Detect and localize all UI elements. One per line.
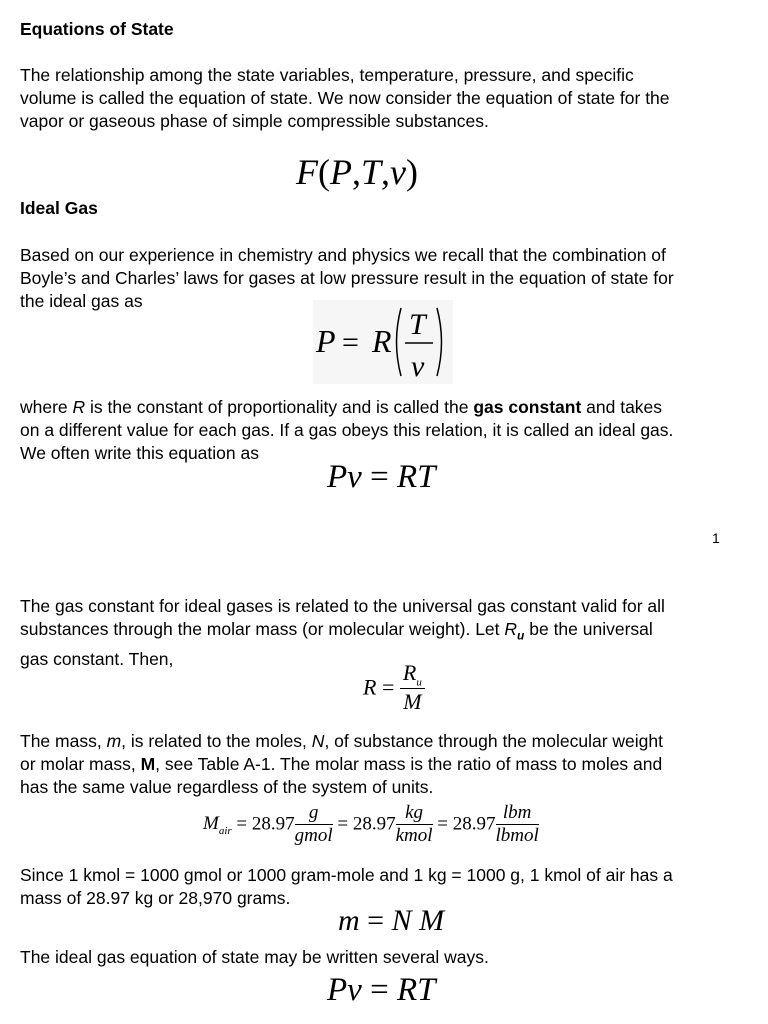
text-span: substances through the molar mass (or molecular weight). Let — [20, 619, 505, 639]
unit-fraction — [396, 802, 433, 847]
gas-constant-paragraph — [20, 595, 665, 671]
ideal-gas-line: Boyle’s and Charles’ laws for gases at low pressure result in the equation of state for — [20, 268, 674, 288]
intro-line: volume is called the equation of state. We now consider the equation of state for the — [20, 88, 670, 108]
fraction-ru-over-m: $\frac{R_u}{M}$ — [400, 660, 425, 715]
molar-mass-value: 28.97 — [352, 813, 396, 835]
mass-paragraph — [20, 730, 663, 799]
page-number: 1 — [712, 530, 720, 546]
unit-numerator: kg — [396, 802, 433, 825]
svg-text:P: P — [316, 323, 336, 359]
equation-pv-rt: Pv = RT — [327, 459, 436, 495]
page-title: Equations of State — [20, 19, 174, 39]
svg-text:=: = — [342, 326, 359, 359]
ways-line: The ideal gas equation of state may be written several ways. — [20, 947, 489, 967]
text-span: The mass, — [20, 731, 107, 751]
text-span: where — [20, 397, 73, 417]
molar-mass-value: 28.97 — [251, 813, 295, 835]
ideal-gas-line: the ideal gas as — [20, 291, 143, 311]
variable-r: R — [72, 397, 86, 417]
equation-m-nm: m = N M — [338, 904, 445, 937]
intro-line: The relationship among the state variables, temperature, pressure, and specific — [20, 65, 634, 85]
text-span: or molar mass, — [20, 754, 141, 774]
gas-constant-line: gas constant. Then, — [20, 648, 174, 669]
ideal-gas-line: Based on our experience in chemistry and physics we recall that the combination of — [20, 245, 666, 265]
text-span: and takes — [581, 397, 663, 417]
where-line: We often write this equation as — [20, 443, 259, 463]
text-span: , is related to the moles, — [121, 731, 312, 751]
text-span: , see Table A-1. The molar mass is the ratio of mass to moles and — [155, 754, 663, 774]
equation-ideal-gas-graphic — [313, 300, 453, 384]
unit-denominator: lbmol — [495, 825, 539, 846]
mass-line: has the same value regardless of the system of units. — [20, 777, 434, 797]
text-span: , of substance through the molecular weight — [324, 731, 663, 751]
equation-pv-rt-2: Pv = RT — [327, 972, 436, 1008]
ideal-gas-heading: Ideal Gas — [20, 198, 98, 218]
mass-line — [20, 753, 663, 776]
unit-numerator: g — [295, 802, 333, 825]
unit-numerator: lbm — [496, 802, 539, 825]
mass-line — [20, 730, 663, 753]
where-paragraph — [20, 396, 673, 465]
intro-paragraph — [20, 64, 670, 133]
subscript-u: u — [517, 628, 525, 643]
gas-constant-term: gas constant — [473, 397, 582, 417]
svg-text:R: R — [372, 323, 392, 359]
equation-ideal-gas — [313, 300, 453, 384]
where-line — [20, 396, 673, 419]
where-line: on a different value for each gas. If a gas obeys this relation, it is called an ideal gas. — [20, 420, 674, 440]
gas-constant-line: The gas constant for ideal gases is related to the universal gas constant valid for all — [20, 596, 665, 616]
equation-state-function: F(P,T,v) — [296, 152, 419, 192]
equation-molar-mass-air: $M_{air} = 28.97$ $\frac{g}{\text{gmol}}$ = 28.97 $\frac{kg}{\text{kmol}}$ = 28.97 $\frac{\text{lbm}}{\text{lbmol}}$ — [203, 802, 539, 846]
kmol-line: mass of 28.97 kg or 28,970 grams. — [20, 888, 291, 908]
intro-line: vapor or gaseous phase of simple compressible substances. — [20, 111, 489, 131]
svg-text:v: v — [411, 350, 425, 383]
equation-r-ru-m: R = $\frac{R_u}{M}$ — [363, 660, 425, 715]
unit-fraction — [295, 802, 333, 847]
gas-constant-line — [20, 618, 665, 648]
svg-text:T: T — [409, 308, 426, 341]
molar-mass-value: 28.97 — [452, 813, 496, 835]
kmol-line: Since 1 kmol = 1000 gmol or 1000 gram-mole and 1 kg = 1000 g, 1 kmol of air has a — [20, 865, 673, 885]
text-span: is the constant of proportionality and is called the — [85, 397, 474, 417]
text-span: be the universal — [524, 619, 653, 639]
unit-denominator: kmol — [395, 825, 433, 846]
variable-n: N — [311, 731, 325, 751]
molar-mass-symbol: M — [140, 754, 156, 774]
unit-denominator: gmol — [294, 825, 333, 846]
variable-r: R — [504, 619, 518, 639]
variable-m: m — [106, 731, 122, 751]
unit-fraction — [496, 802, 539, 847]
